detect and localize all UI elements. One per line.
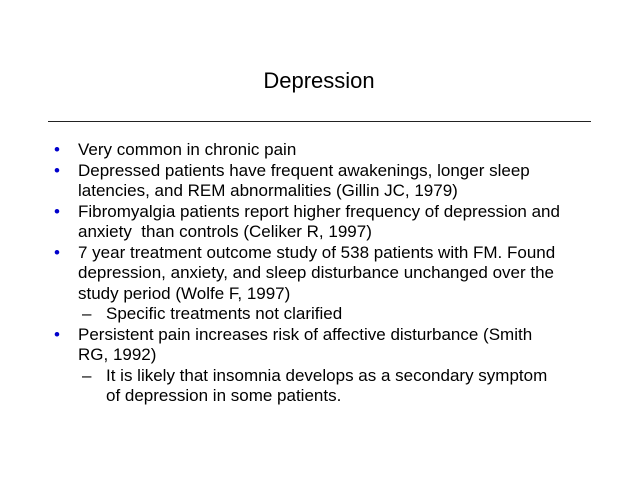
sub-bullet-line: of depression in some patients. [106,386,342,405]
list-item [54,325,614,366]
bullet-line: Depressed patients have frequent awakenings, longer sleep [78,160,530,180]
bullet-line: anxiety than controls (Celiker R, 1997) [78,222,372,241]
bullet-icon: • [54,140,60,159]
bullet-line: study period (Wolfe F, 1997) [78,283,291,303]
list-item [54,161,614,202]
bullet-line: Very common in chronic pain [78,140,297,159]
bullet-line: RG, 1992) [78,345,157,364]
bullet-list [54,140,614,407]
bullet-icon: • [54,160,60,180]
slide-title: Depression [263,68,375,93]
bullet-line: latencies, and REM abnormalities (Gillin JC, 1979) [78,181,458,200]
list-item [54,243,614,305]
dash-icon: – [82,365,92,385]
bullet-line: Fibromyalgia patients report higher frequency of depression and [78,201,560,221]
list-item [54,140,614,161]
sub-bullet-line: It is likely that insomnia develops as a secondary symptom [106,365,548,385]
bullet-icon: • [54,324,60,344]
dash-icon: – [82,304,92,323]
title-divider [48,121,591,122]
bullet-icon: • [54,201,60,221]
bullet-line: Persistent pain increases risk of affective disturbance (Smith [78,324,533,344]
sub-list-item [54,366,614,407]
bullet-line: depression, anxiety, and sleep disturbance unchanged over the [78,263,555,282]
bullet-line: 7 year treatment outcome study of 538 patients with FM. Found [78,242,556,262]
sub-list-item [54,304,614,325]
sub-bullet-line: Specific treatments not clarified [106,304,343,323]
list-item [54,202,614,243]
bullet-icon: • [54,242,60,262]
